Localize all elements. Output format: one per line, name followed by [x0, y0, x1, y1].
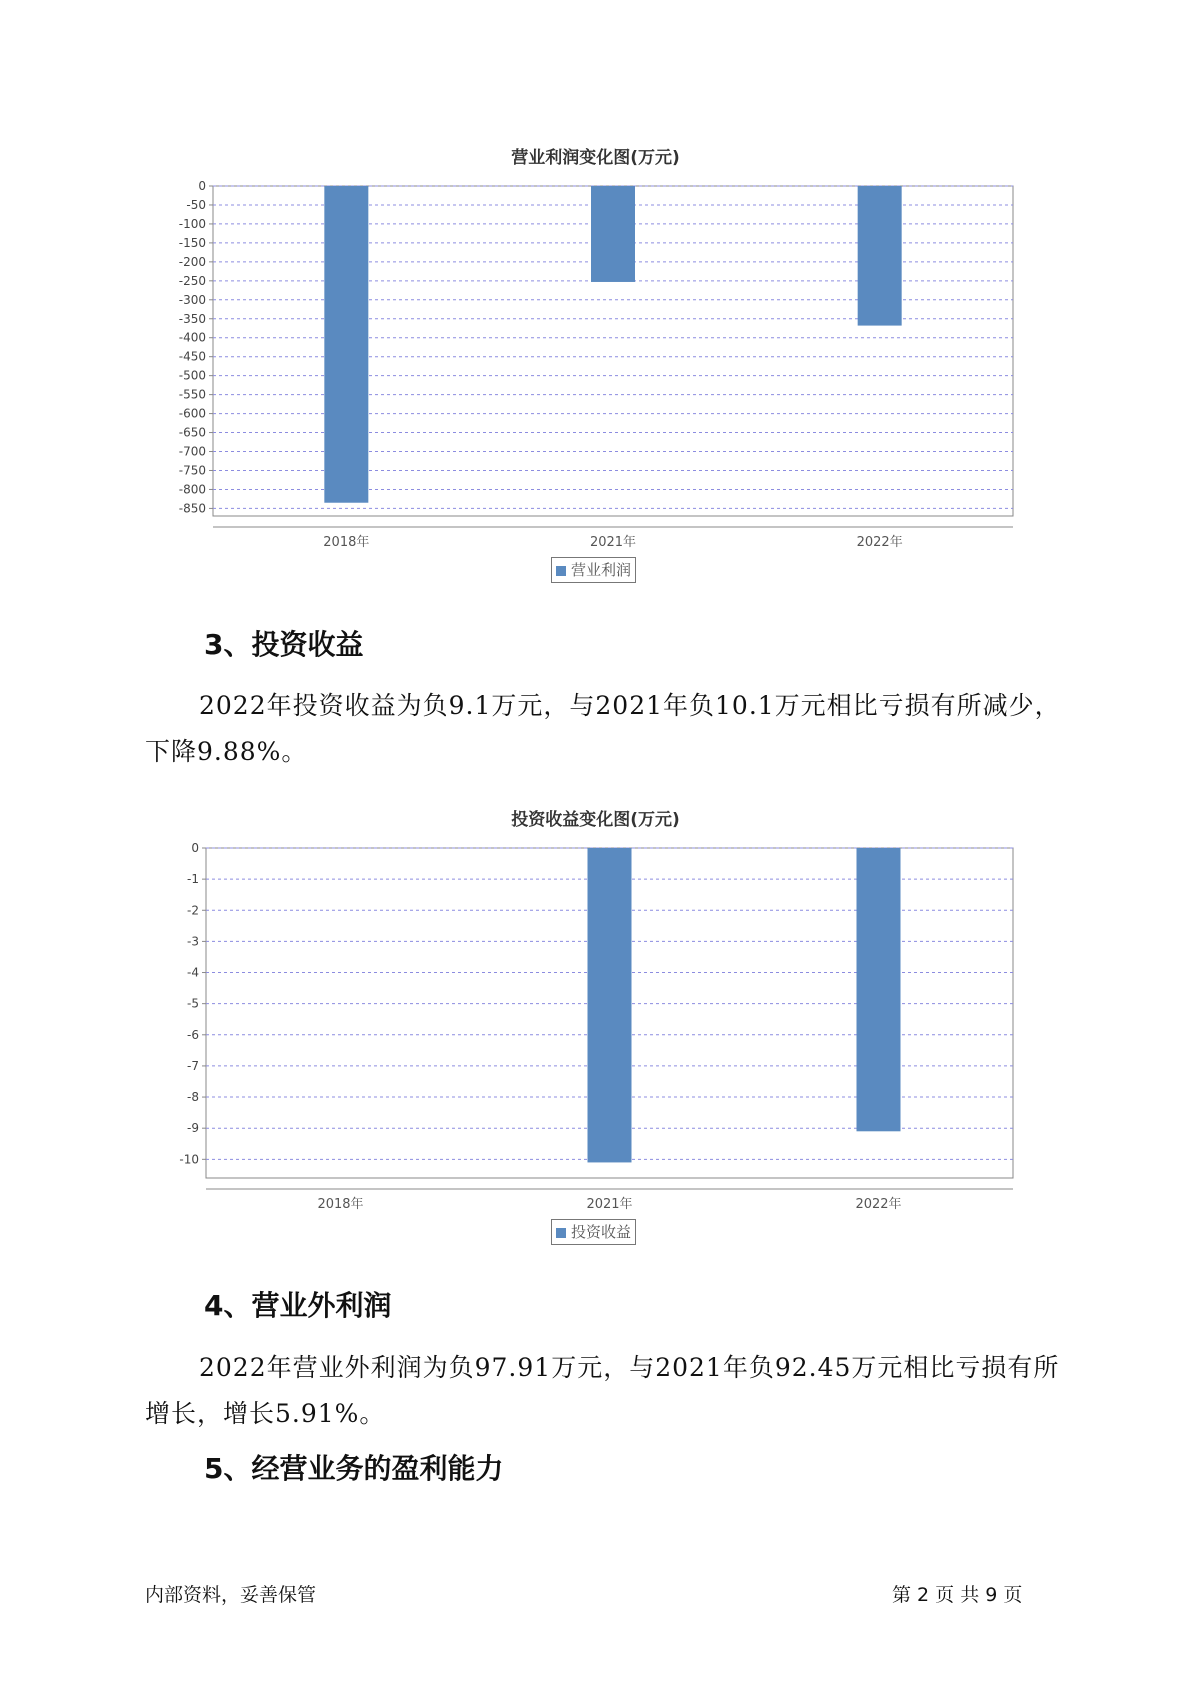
- y-tick-label: -750: [178, 463, 206, 478]
- y-tick-label: -400: [178, 330, 206, 345]
- y-tick-label: -6: [187, 1027, 199, 1042]
- paragraph-investment: 2022年投资收益为负9.1万元，与2021年负10.1万元相比亏损有所减少，下降9.88%。: [145, 691, 1061, 766]
- footer-page-number: 第 2 页 共 9 页: [892, 1584, 1023, 1606]
- y-tick-label: -5: [187, 996, 199, 1011]
- y-tick-label: 0: [198, 179, 206, 193]
- bar: [858, 186, 902, 326]
- x-category-label: 2018年: [317, 1197, 364, 1212]
- bar: [591, 186, 635, 282]
- legend-swatch: [556, 1228, 566, 1238]
- y-tick-label: -8: [187, 1090, 199, 1105]
- y-tick-label: -9: [187, 1121, 199, 1136]
- y-tick-label: -10: [179, 1152, 199, 1167]
- y-tick-label: -7: [187, 1058, 199, 1073]
- y-tick-label: -50: [186, 197, 206, 212]
- chart-title-investment-income: 投资收益变化图(万元): [511, 810, 680, 830]
- legend-label: 营业利润: [571, 561, 632, 579]
- y-tick-label: -450: [178, 349, 206, 364]
- section-heading-investment: 3、投资收益: [204, 628, 364, 661]
- chart-legend-investment-income: [551, 1219, 636, 1245]
- chart-title-operating-profit: 营业利润变化图(万元): [511, 148, 680, 168]
- y-tick-label: -850: [178, 501, 206, 516]
- section-heading-nonoperating: 4、营业外利润: [204, 1289, 392, 1322]
- y-tick-label: -800: [178, 482, 206, 497]
- x-category-label: 2022年: [855, 1197, 902, 1212]
- x-category-label: 2021年: [586, 1197, 633, 1212]
- y-tick-label: -300: [178, 292, 206, 307]
- bar: [324, 186, 368, 503]
- y-tick-label: -650: [178, 425, 206, 440]
- y-tick-label: -2: [187, 903, 199, 918]
- y-tick-label: -700: [178, 444, 206, 459]
- y-tick-label: -600: [178, 406, 206, 421]
- y-tick-label: -350: [178, 311, 206, 326]
- y-tick-label: -550: [178, 387, 206, 402]
- y-tick-label: -100: [178, 216, 206, 231]
- footer-confidential-note: 内部资料，妥善保管: [145, 1584, 317, 1606]
- y-tick-label: -3: [187, 934, 199, 949]
- legend-swatch: [556, 566, 566, 576]
- y-tick-label: -1: [187, 872, 199, 887]
- bar: [588, 848, 632, 1162]
- x-category-label: 2022年: [856, 535, 903, 550]
- y-tick-label: -150: [178, 235, 206, 250]
- bar: [857, 848, 901, 1131]
- legend-label: 投资收益: [571, 1223, 632, 1241]
- y-tick-label: -250: [178, 273, 206, 288]
- y-tick-label: 0: [191, 841, 199, 855]
- chart-legend-operating-profit: [551, 557, 636, 583]
- section-heading-core-profitability: 5、经营业务的盈利能力: [204, 1452, 504, 1485]
- paragraph-nonoperating: 2022年营业外利润为负97.91万元，与2021年负92.45万元相比亏损有所增长，增长5.91%。: [145, 1353, 1060, 1428]
- y-tick-label: -4: [187, 965, 199, 980]
- x-category-label: 2018年: [323, 535, 370, 550]
- x-category-label: 2021年: [589, 535, 637, 550]
- y-tick-label: -200: [178, 254, 206, 269]
- y-tick-label: -500: [178, 368, 206, 383]
- plot-area: [213, 186, 1013, 516]
- plot-area: [206, 848, 1013, 1178]
